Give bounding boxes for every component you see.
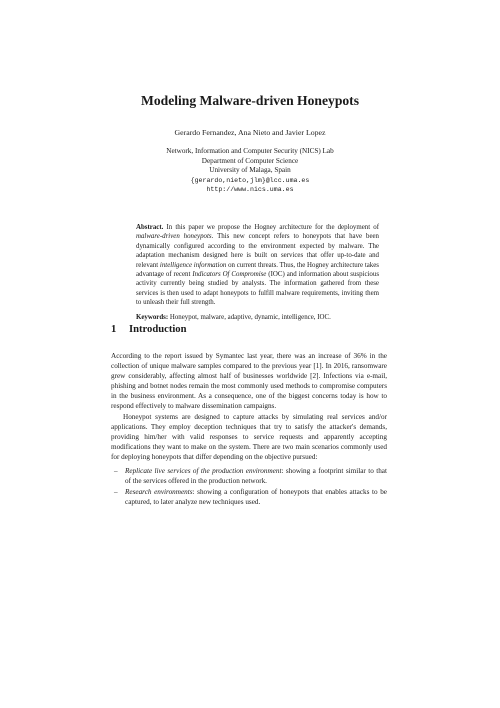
abstract-text: (IOC) and information about suspicious activity currently being studied by analysts. The information gathered from these services is then used to adapt honeypots to fulfill malware requirements, inviting them to unleash their full strength.	[136, 271, 380, 307]
list-dash: –	[114, 488, 118, 497]
lab-url: http://www.nics.uma.es	[206, 186, 294, 194]
paper-title: Modeling Malware-driven Honeypots	[141, 93, 359, 108]
section-number: 1	[111, 324, 117, 335]
body-paragraph: Honeypot systems are designed to capture attacks by simulating real services and/or applications. They employ deception techniques that try to satisfy the attacker's demands, providing him/her with valid responses to service requests and apparently accepting modifications they want to make on the system. There are two main scenarios commonly used for deploying honeypots that differ depending on the objective pursued:	[111, 412, 387, 461]
abstract-label: Abstract.	[136, 224, 164, 231]
list-item	[111, 466, 387, 486]
abstract-emphasis: malware-driven honeypots	[136, 233, 212, 241]
affiliation-university: University of Malaga, Spain	[209, 166, 291, 175]
abstract-text: . This new concept refers to honeypots that have been dynamically configured according to the environment expected by malware. The adaptation mechanism designed here is built on services that offer up-to-date and relevant	[136, 233, 380, 269]
abstract-emphasis: intelligence information	[159, 261, 227, 269]
abstract-text: In this paper we propose the Hogney architecture for the deployment of	[163, 224, 379, 231]
body-paragraph: According to the report issued by Symantec last year, there was an increase of 36% in the collection of unique malware samples compared to the previous year [1]. In 2016, ransomware grew considerably, affecting almost half of businesses worldwide [2]. Infections via e-mail, phishing and botnet nodes remain the most commonly used methods to compromise computers in the business environment. As a consequence, one of the biggest concerns today is how to respond effectively to malware dissemination campaigns.	[111, 352, 387, 411]
abstract-paragraph	[136, 223, 379, 308]
abstract-emphasis: Indicators Of Compromise	[192, 271, 267, 279]
affiliation-department: Department of Computer Science	[201, 156, 299, 165]
list-item-text: : showing a configuration of honeypots that enables attacks to be captured, to later analyze new techniques used.	[125, 488, 388, 507]
abstract-text: on current threats. Thus, the Hogney architecture takes advantage of recent	[136, 261, 379, 279]
abstract-block	[136, 223, 379, 322]
bullet-list	[111, 466, 387, 507]
affiliation-block	[0, 147, 500, 195]
section-title: Introduction	[129, 324, 187, 335]
list-item-emphasis: Replicate live services of the production environment	[125, 467, 282, 476]
author-emails: {gerardo,nieto,jlm}@lcc.uma.es	[190, 176, 310, 184]
list-dash: –	[114, 467, 118, 476]
keywords-text: Honeypot, malware, adaptive, dynamic, intelligence, IOC.	[168, 313, 331, 321]
section-heading	[111, 323, 187, 336]
list-item-text: : showing a footprint similar to that of the services offered in the production network.	[125, 467, 387, 486]
keywords-label: Keywords:	[136, 313, 169, 321]
list-item-emphasis: Research environments	[125, 488, 193, 497]
body-text	[111, 351, 387, 508]
list-item	[111, 487, 387, 507]
author-list: Gerardo Fernandez, Ana Nieto and Javier Lopez	[174, 128, 326, 137]
keywords-line	[136, 313, 379, 322]
affiliation-lab: Network, Information and Computer Security (NICS) Lab	[166, 147, 334, 155]
